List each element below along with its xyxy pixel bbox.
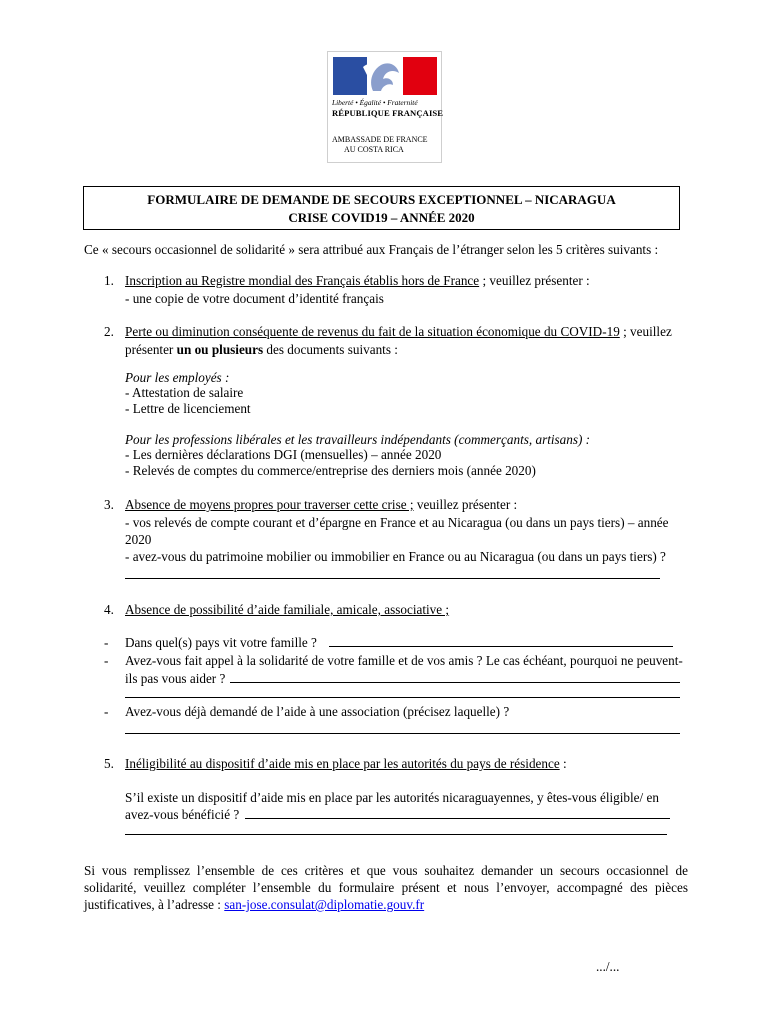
criterion-5-heading: Inéligibilité au dispositif d’aide mis en place par les autorités du pays de résidence xyxy=(125,756,560,771)
answer-line[interactable] xyxy=(125,697,680,698)
closing-text: Si vous remplissez l’ensemble de ces critères et que vous souhaitez demander un secours occasionnel de solidarité, veuillez compléter l’ensemble du formulaire présent et nous l’envoyer, accompagné des pièces justificatives, à l’adresse : xyxy=(84,863,688,912)
answer-line[interactable] xyxy=(125,733,680,734)
logo-embassy-line2: AU COSTA RICA xyxy=(344,145,404,154)
criterion-3-line xyxy=(125,496,517,513)
republique-francaise-logo xyxy=(327,51,442,163)
criterion-1-number: 1. xyxy=(104,273,114,288)
criterion-2-group1-item: - Attestation de salaire xyxy=(125,385,244,400)
intro-text: Ce « secours occasionnel de solidarité » sera attribué aux Français de l’étranger selon les 5 critères suivants : xyxy=(84,242,659,257)
answer-line[interactable] xyxy=(125,578,660,579)
logo-embassy xyxy=(332,135,438,155)
logo-motto: Liberté • Égalité • Fraternité xyxy=(332,98,418,107)
contact-email-link[interactable]: san-jose.consulat@diplomatie.gouv.fr xyxy=(224,897,425,912)
answer-line[interactable] xyxy=(329,646,673,647)
form-title-box xyxy=(83,186,680,230)
criterion-5-after: : xyxy=(559,756,567,771)
criterion-2-group2-title: Pour les professions libérales et les travailleurs indépendants (commerçants, artisans) : xyxy=(125,432,591,447)
criterion-3-item: - avez-vous du patrimoine mobilier ou immobilier en France ou au Nicaragua (ou dans un pays tiers) ? xyxy=(125,549,666,564)
criterion-2-line2-pre: présenter xyxy=(125,342,177,357)
criterion-5-number: 5. xyxy=(104,756,114,771)
criterion-3-after: veuillez présenter : xyxy=(413,497,518,512)
bullet-dash: - xyxy=(104,704,109,719)
form-title-line2: CRISE COVID19 – ANNÉE 2020 xyxy=(288,210,475,225)
criterion-1-item: - une copie de votre document d’identité français xyxy=(125,291,384,306)
criterion-2-line2-post: des documents suivants : xyxy=(263,342,398,357)
criterion-2-heading: Perte ou diminution conséquente de revenus du fait de la situation économique du COVID-19 xyxy=(125,324,620,339)
criterion-4-heading: Absence de possibilité d’aide familiale, amicale, associative ; xyxy=(125,602,450,617)
answer-line[interactable] xyxy=(125,834,667,835)
criterion-4-question: Avez-vous déjà demandé de l’aide à une association (précisez laquelle) ? xyxy=(125,704,510,719)
marianne-flag-emblem xyxy=(333,57,437,95)
logo-embassy-line1: AMBASSADE DE FRANCE xyxy=(332,135,428,144)
criterion-4-question: Dans quel(s) pays vit votre famille ? xyxy=(125,635,317,650)
bullet-dash: - xyxy=(104,635,109,650)
criterion-2-group1-item: - Lettre de licenciement xyxy=(125,401,251,416)
criterion-2-line2 xyxy=(125,341,398,358)
criterion-2-group1-title: Pour les employés : xyxy=(125,370,230,385)
criterion-1-line xyxy=(125,272,590,289)
page-continuation-marker: .../... xyxy=(596,959,620,974)
criterion-2-group2-item: - Les dernières déclarations DGI (mensuelles) – année 2020 xyxy=(125,447,442,462)
criterion-3-heading: Absence de moyens propres pour traverser cette crise ; xyxy=(125,497,414,512)
criterion-2-group2-item: - Relevés de comptes du commerce/entreprise des derniers mois (année 2020) xyxy=(125,463,536,478)
criterion-5-text: avez-vous bénéficié ? xyxy=(125,807,240,822)
answer-line[interactable] xyxy=(245,818,670,819)
criterion-3-number: 3. xyxy=(104,497,114,512)
closing-paragraph xyxy=(84,862,688,913)
criterion-2-line xyxy=(125,323,672,340)
criterion-2-line2-bold: un ou plusieurs xyxy=(176,342,264,357)
criterion-3-item: 2020 xyxy=(125,532,152,547)
criterion-5-line xyxy=(125,755,567,772)
criterion-2-number: 2. xyxy=(104,324,114,339)
form-title-line1: FORMULAIRE DE DEMANDE DE SECOURS EXCEPTIONNEL – NICARAGUA xyxy=(147,192,616,207)
criterion-4-question: Avez-vous fait appel à la solidarité de votre famille et de vos amis ? Le cas échéant, pourquoi ne peuvent- xyxy=(125,653,683,668)
criterion-3-item: - vos relevés de compte courant et d’épargne en France et au Nicaragua (ou dans un pays tiers) – année xyxy=(125,515,669,530)
criterion-1-after: ; veuillez présenter : xyxy=(479,273,590,288)
criterion-1-heading: Inscription au Registre mondial des Français établis hors de France xyxy=(125,273,480,288)
criterion-4-question: ils pas vous aider ? xyxy=(125,671,226,686)
bullet-dash: - xyxy=(104,653,109,668)
answer-line[interactable] xyxy=(230,682,680,683)
criterion-2-after: ; veuillez xyxy=(619,324,672,339)
logo-republic: RÉPUBLIQUE FRANÇAISE xyxy=(332,108,444,118)
criterion-5-text: S’il existe un dispositif d’aide mis en place par les autorités nicaraguayennes, y êtes-vous éligible/ en xyxy=(125,790,659,805)
criterion-4-number: 4. xyxy=(104,602,114,617)
